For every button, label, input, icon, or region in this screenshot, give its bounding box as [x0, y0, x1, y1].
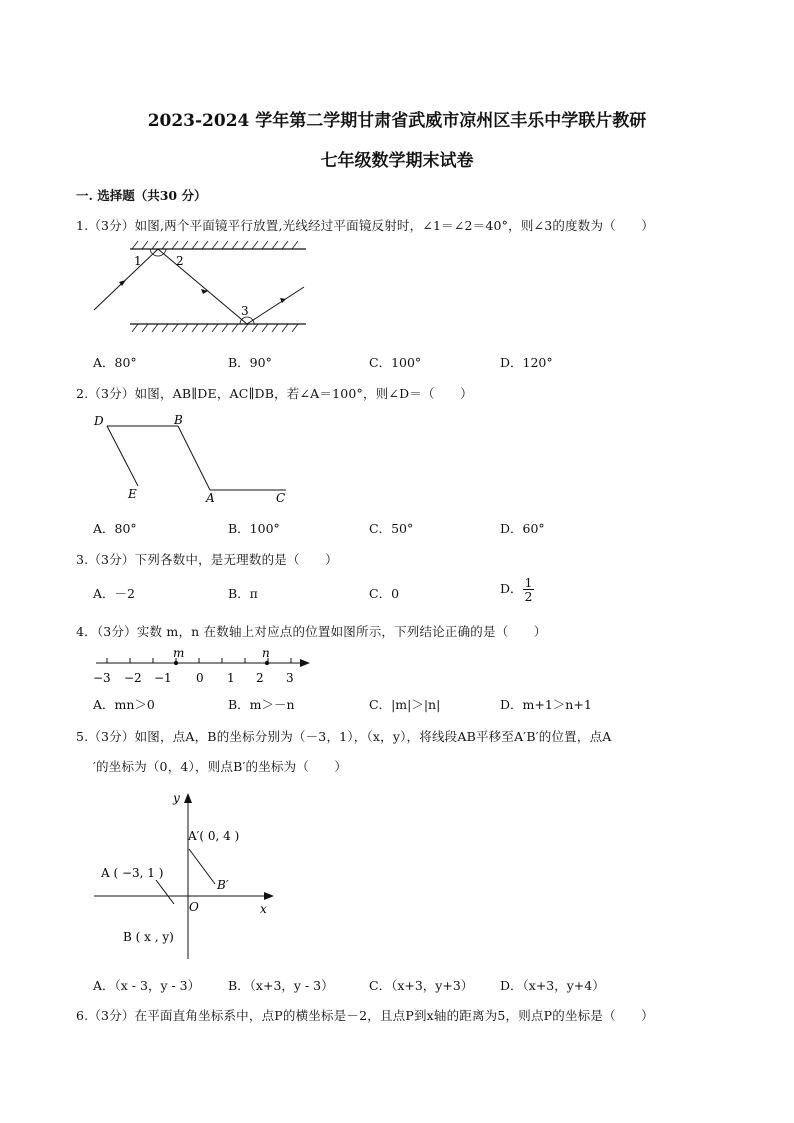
tick-label: −3	[93, 671, 111, 685]
q5-point-a-prime: A′( 0, 4 )	[188, 829, 240, 843]
question-5-stem-line1: 5.（3分）如图，点A，B的坐标分别为（－3，1），（x，y），将线段AB平移至A′B′的位置，点A	[76, 729, 612, 744]
question-5-coordinate-figure	[90, 785, 290, 965]
question-2-stem: 2.（3分）如图，AB∥DE，AC∥DB，若∠A＝100°，则∠D＝（ ）	[76, 386, 473, 401]
q5-option-b[interactable]: B．（x+3，y - 3）	[228, 978, 334, 993]
q4-option-a[interactable]: A．mn＞0	[93, 697, 155, 712]
q2-label-b: B	[174, 413, 183, 427]
q5-option-a[interactable]: A．（x - 3，y - 3）	[93, 978, 201, 993]
tick-label: 3	[286, 671, 294, 685]
q5-option-d[interactable]: D．（x+3，y+4）	[500, 978, 605, 993]
tick-label: 2	[256, 671, 264, 685]
q1-angle3-label: 3	[241, 304, 249, 318]
q1-option-b[interactable]: B．90°	[228, 355, 272, 370]
q5-point-b-prime: B′	[217, 878, 229, 892]
q3-option-c[interactable]: C．0	[369, 586, 400, 601]
q3-option-d-letter: D．	[500, 581, 523, 596]
q5-y-axis-label: y	[173, 791, 180, 805]
question-5-stem-line2: ′的坐标为（0，4），则点B′的坐标为（ ）	[93, 759, 348, 774]
q4-option-b[interactable]: B．m＞－n	[228, 697, 295, 712]
q5-point-a: A ( −3, 1 )	[101, 866, 164, 880]
section-heading: 一. 选择题（共30 分）	[76, 188, 207, 203]
fraction-denominator: 2	[524, 589, 533, 604]
fraction-numerator: 1	[524, 575, 533, 590]
exam-title: 2023-2024 学年第二学期甘肃省武威市凉州区丰乐中学联片教研	[147, 111, 647, 131]
one-half-fraction	[523, 576, 535, 603]
q4-label-n: n	[262, 646, 270, 660]
tick-label: 1	[227, 671, 235, 685]
question-3-stem: 3.（3分）下列各数中，是无理数的是（ ）	[76, 552, 338, 567]
q3-option-a[interactable]: A．－2	[93, 586, 135, 601]
question-1-stem: 1.（3分）如图,两个平面镜平行放置,光线经过平面镜反射时，∠1＝∠2＝40°，则∠3的度数为（ ）	[76, 218, 654, 233]
tick-label: −1	[154, 671, 172, 685]
q4-option-d[interactable]: D．m+1＞n+1	[500, 697, 592, 712]
q2-option-c[interactable]: C．50°	[369, 521, 414, 536]
exam-subtitle: 七年级数学期末试卷	[320, 151, 474, 171]
question-4-stem: 4．（3分）实数 m，n 在数轴上对应点的位置如图所示，下列结论正确的是（ ）	[76, 624, 547, 639]
q1-angle1-label: 1	[134, 254, 142, 268]
q1-option-d[interactable]: D．120°	[500, 355, 553, 370]
q1-option-c[interactable]: C．100°	[369, 355, 422, 370]
tick-label: −2	[124, 671, 142, 685]
question-4-number-line	[90, 646, 320, 686]
question-6-stem: 6.（3分）在平面直角坐标系中，点P的横坐标是－2，且点P到x轴的距离为5，则点P的坐标是（ ）	[76, 1008, 654, 1023]
q3-option-d[interactable]	[500, 576, 534, 603]
q2-option-d[interactable]: D．60°	[500, 521, 545, 536]
q1-option-a[interactable]: A．80°	[93, 355, 137, 370]
q3-option-b[interactable]: B．π	[228, 586, 258, 601]
q5-option-c[interactable]: C．（x+3，y+3）	[369, 978, 474, 993]
q2-option-a[interactable]: A．80°	[93, 521, 137, 536]
q2-label-a: A	[206, 491, 215, 505]
question-1-figure	[90, 245, 320, 340]
q5-origin-label: O	[189, 900, 199, 914]
q2-label-d: D	[94, 414, 104, 428]
q5-x-axis-label: x	[260, 902, 267, 916]
q2-option-b[interactable]: B．100°	[228, 521, 280, 536]
q1-angle2-label: 2	[176, 254, 184, 268]
tick-label: 0	[196, 671, 204, 685]
question-2-figure	[90, 410, 300, 510]
q2-label-c: C	[276, 491, 286, 505]
q4-option-c[interactable]: C．|m|＞|n|	[369, 697, 441, 712]
q5-point-b: B ( x , y)	[123, 930, 174, 944]
q2-label-e: E	[128, 487, 137, 501]
q4-label-m: m	[173, 646, 185, 660]
